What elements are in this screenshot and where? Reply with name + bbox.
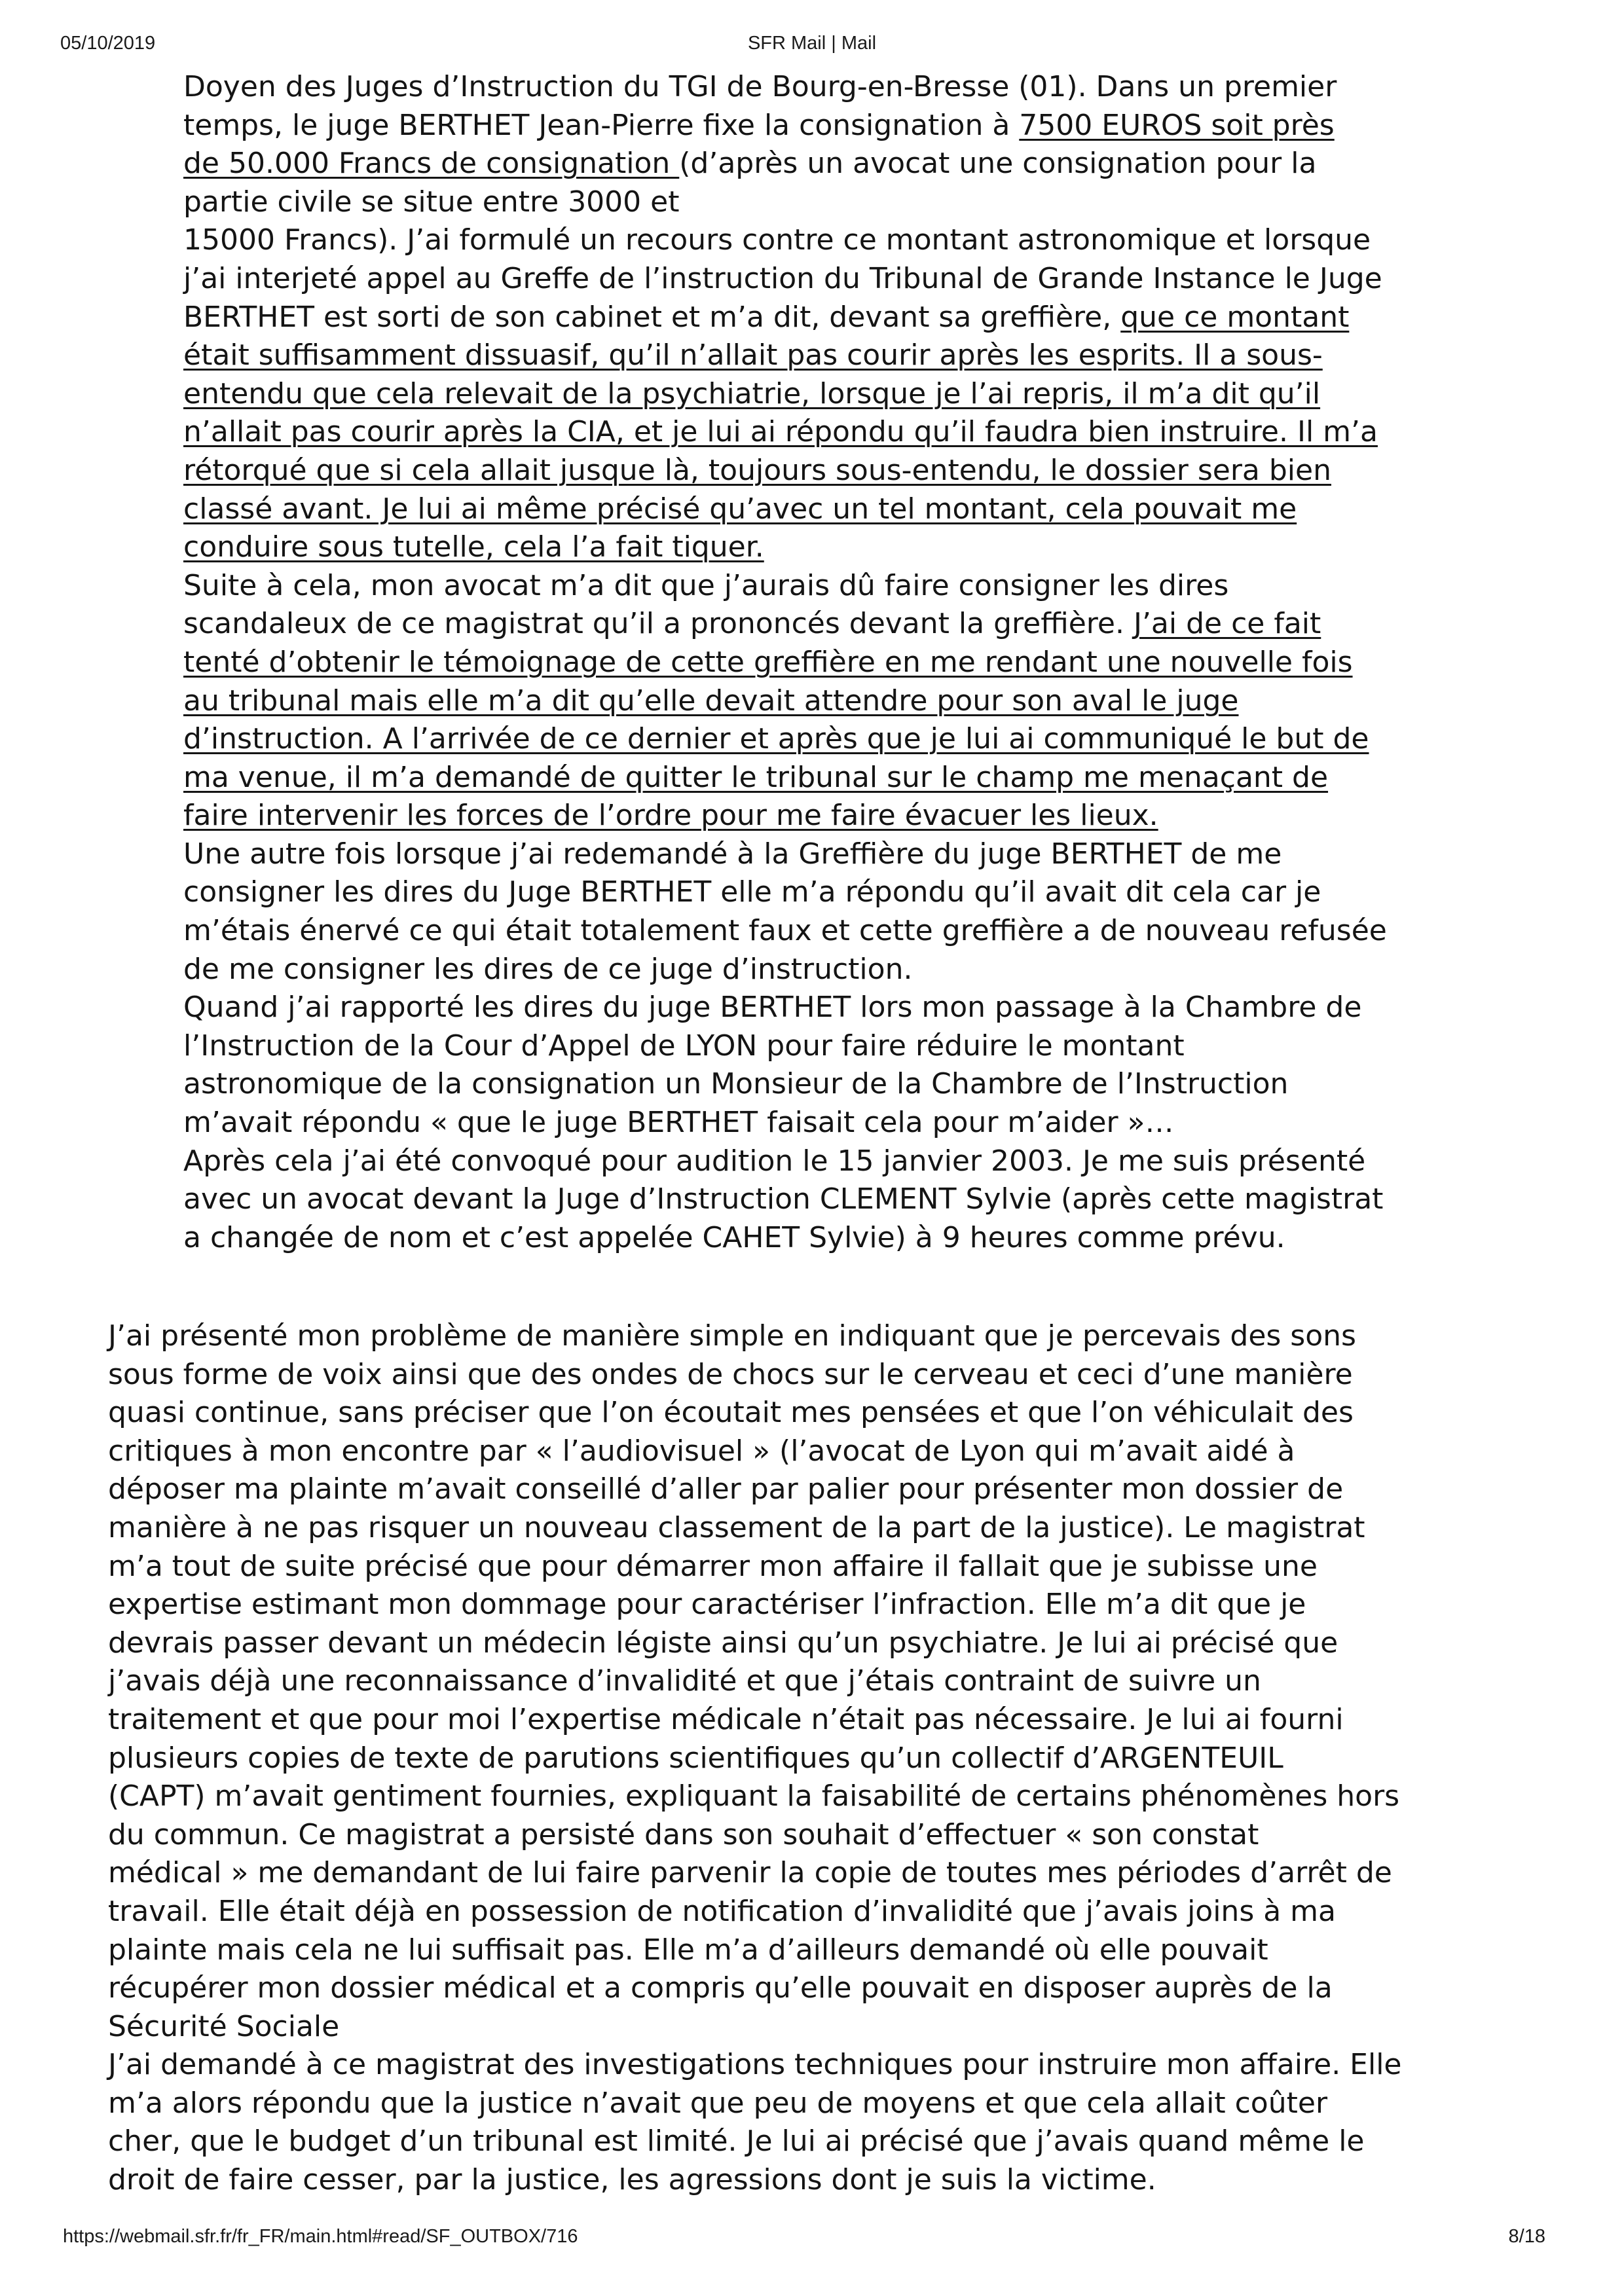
text-line: [108, 2046, 1470, 2085]
text-line: [183, 260, 1447, 299]
text-line: [183, 1065, 1447, 1104]
text-run: (d’après un avocat une consignation pour la: [679, 147, 1317, 181]
underlined-text: au tribunal mais elle m’a dit qu’elle devait attendre pour son aval le juge: [183, 683, 1239, 718]
body-section-1: [183, 68, 1447, 1257]
text-line: [108, 1432, 1470, 1471]
page-number: 8/18: [1508, 2226, 1545, 2247]
text-run: manière à ne pas risquer un nouveau classement de la part de la justice). Le magistrat: [108, 1510, 1365, 1544]
text-line: [183, 682, 1447, 721]
text-line: [183, 337, 1447, 375]
print-date: 05/10/2019: [60, 33, 156, 54]
text-line: [108, 1356, 1470, 1394]
page-header-title: SFR Mail | Mail: [747, 33, 877, 54]
text-run: droit de faire cesser, par la justice, les agressions dont je suis la victime.: [108, 2163, 1156, 2197]
underlined-text: tenté d’obtenir le témoignage de cette greffière en me rendant une nouvelle fois: [183, 645, 1353, 679]
text-run: devrais passer devant un médecin légiste ainsi qu’un psychiatre. Je lui ai précisé que: [108, 1626, 1338, 1660]
underlined-text: que ce montant: [1120, 300, 1350, 334]
text-run: a changée de nom et c’est appelée CAHET Sylvie) à 9 heures comme prévu.: [183, 1220, 1285, 1254]
text-run: critiques à mon encontre par « l’audiovisuel » (l’avocat de Lyon qui m’avait aidé à: [108, 1434, 1295, 1468]
text-run: avec un avocat devant la Juge d’Instruction CLEMENT Sylvie (après cette magistrat: [183, 1182, 1384, 1216]
text-line: [108, 1470, 1470, 1509]
text-line: [183, 1180, 1447, 1219]
text-line: [183, 644, 1447, 682]
text-run: Doyen des Juges d’Instruction du TGI de Bourg-en-Bresse (01). Dans un premier: [183, 70, 1337, 103]
text-run: temps, le juge BERTHET Jean-Pierre fixe la consignation à: [183, 108, 1020, 142]
text-line: [108, 1624, 1470, 1663]
text-line: [108, 1548, 1470, 1586]
text-run: Sécurité Sociale: [108, 2009, 340, 2043]
text-line: [108, 1586, 1470, 1624]
text-line: [183, 1027, 1447, 1066]
text-line: [108, 1854, 1470, 1893]
underlined-text: classé avant. Je lui ai même précisé qu’avec un tel montant, cela pouvait me: [183, 492, 1297, 526]
text-line: [183, 452, 1447, 490]
text-run: médical » me demandant de lui faire parvenir la copie de toutes mes périodes d’arrêt de: [108, 1856, 1392, 1890]
text-line: [108, 1816, 1470, 1855]
text-line: [183, 873, 1447, 912]
underlined-text: conduire sous tutelle, cela l’a fait tiquer.: [183, 530, 764, 564]
text-line: [183, 1219, 1447, 1258]
underlined-text: de 50.000 Francs de consignation: [183, 147, 680, 181]
text-line: [108, 1701, 1470, 1740]
text-line: [183, 528, 1447, 567]
underlined-text: ma venue, il m’a demandé de quitter le tribunal sur le champ me menaçant de: [183, 760, 1329, 794]
text-line: [183, 759, 1447, 797]
text-line: [108, 1662, 1470, 1701]
text-run: Suite à cela, mon avocat m’a dit que j’aurais dû faire consigner les dires: [183, 568, 1229, 602]
text-line: [108, 1740, 1470, 1778]
text-run: astronomique de la consignation un Monsieur de la Chambre de l’Instruction: [183, 1067, 1289, 1101]
text-line: [183, 68, 1447, 107]
text-run: cher, que le budget d’un tribunal est limité. Je lui ai précisé que j’avais quand même le: [108, 2124, 1365, 2159]
text-line: [183, 107, 1447, 145]
underlined-text: n’allait pas courir après la CIA, et je lui ai répondu qu’il faudra bien instruire. Il m’a: [183, 415, 1378, 449]
text-line: [183, 413, 1447, 452]
text-line: [108, 1777, 1470, 1816]
text-line: [108, 1509, 1470, 1548]
text-line: [108, 1931, 1470, 1970]
text-line: [183, 375, 1447, 414]
body-section-2: [108, 1317, 1470, 2200]
text-run: déposer ma plainte m’avait conseillé d’aller par palier pour présenter mon dossier de: [108, 1472, 1344, 1506]
text-line: [108, 1969, 1470, 2008]
text-run: sous forme de voix ainsi que des ondes de chocs sur le cerveau et ceci d’une manière: [108, 1357, 1353, 1391]
text-run: récupérer mon dossier médical et a compris qu’elle pouvait en disposer auprès de la: [108, 1971, 1333, 2005]
text-run: (CAPT) m’avait gentiment fournies, expliquant la faisabilité de certains phénomènes hors: [108, 1779, 1400, 1813]
text-run: j’avais déjà une reconnaissance d’invalidité et que j’étais contraint de suivre un: [108, 1664, 1261, 1698]
text-run: Quand j’ai rapporté les dires du juge BERTHET lors mon passage à la Chambre de: [183, 991, 1362, 1025]
text-run: quasi continue, sans préciser que l’on écoutait mes pensées et que l’on véhiculait des: [108, 1396, 1354, 1430]
text-run: plusieurs copies de texte de parutions scientifiques qu’un collectif d’ARGENTEUIL: [108, 1741, 1283, 1775]
text-line: [183, 605, 1447, 644]
text-run: Une autre fois lorsque j’ai redemandé à la Greffière du juge BERTHET de me: [183, 837, 1282, 871]
text-run: du commun. Ce magistrat a persisté dans son souhait d’effectuer « son constat: [108, 1817, 1259, 1851]
text-run: de me consigner les dires de ce juge d’instruction.: [183, 952, 913, 986]
underlined-text: rétorqué que si cela allait jusque là, toujours sous-entendu, le dossier sera bien: [183, 453, 1331, 487]
page-url: https://webmail.sfr.fr/fr_FR/main.html#read/SF_OUTBOX/716: [63, 2226, 578, 2247]
text-line: [108, 2008, 1470, 2047]
text-line: [108, 1394, 1470, 1432]
text-line: [108, 2123, 1470, 2161]
text-run: m’étais énervé ce qui était totalement faux et cette greffière a de nouveau refusée: [183, 914, 1387, 948]
text-line: [183, 835, 1447, 874]
text-run: m’a tout de suite précisé que pour démarrer mon affaire il fallait que je subisse une: [108, 1549, 1318, 1583]
underlined-text: J’ai de ce fait: [1133, 607, 1321, 641]
text-run: j’ai interjeté appel au Greffe de l’instruction du Tribunal de Grande Instance le Juge: [183, 261, 1382, 295]
text-run: traitement et que pour moi l’expertise médicale n’était pas nécessaire. Je lui ai fourni: [108, 1702, 1344, 1736]
text-line: [183, 299, 1447, 337]
text-line: [108, 1317, 1470, 1356]
underlined-text: d’instruction. A l’arrivée de ce dernier et après que je lui ai communiqué le but de: [183, 722, 1369, 756]
text-run: expertise estimant mon dommage pour caractériser l’infraction. Elle m’a dit que je: [108, 1588, 1306, 1622]
text-line: [183, 145, 1447, 183]
text-run: travail. Elle était déjà en possession de notification d’invalidité que j’avais joins à ma: [108, 1894, 1337, 1928]
text-run: m’avait répondu « que le juge BERTHET faisait cela pour m’aider »…: [183, 1106, 1174, 1140]
text-run: 15000 Francs). J’ai formulé un recours contre ce montant astronomique et lorsque: [183, 223, 1371, 257]
text-run: scandaleux de ce magistrat qu’il a prononcés devant la greffière.: [183, 607, 1134, 641]
text-run: consigner les dires du Juge BERTHET elle m’a répondu qu’il avait dit cela car je: [183, 875, 1321, 909]
underlined-text: était suffisamment dissuasif, qu’il n’allait pas courir après les esprits. Il a sous-: [183, 338, 1323, 373]
text-run: BERTHET est sorti de son cabinet et m’a dit, devant sa greffière,: [183, 300, 1121, 334]
underlined-text: 7500 EUROS soit près: [1019, 108, 1335, 142]
text-run: m’a alors répondu que la justice n’avait que peu de moyens et que cela allait coûter: [108, 2086, 1328, 2120]
underlined-text: entendu que cela relevait de la psychiatrie, lorsque je l’ai repris, il m’a dit qu’il: [183, 376, 1321, 410]
text-line: [108, 2085, 1470, 2123]
text-line: [183, 567, 1447, 606]
text-run: l’Instruction de la Cour d’Appel de LYON pour faire réduire le montant: [183, 1029, 1185, 1063]
text-line: [183, 720, 1447, 759]
text-line: [183, 989, 1447, 1027]
text-line: [108, 1893, 1470, 1931]
text-run: Après cela j’ai été convoqué pour audition le 15 janvier 2003. Je me suis présenté: [183, 1144, 1366, 1178]
text-run: J’ai présenté mon problème de manière simple en indiquant que je percevais des sons: [108, 1319, 1356, 1353]
text-line: [183, 1142, 1447, 1181]
text-run: plainte mais cela ne lui suffisait pas. Elle m’a d’ailleurs demandé où elle pouvait: [108, 1933, 1268, 1967]
text-line: [183, 912, 1447, 951]
text-line: [183, 490, 1447, 529]
text-line: [183, 183, 1447, 222]
text-line: [183, 1104, 1447, 1142]
text-line: [183, 797, 1447, 835]
text-run: partie civile se situe entre 3000 et: [183, 185, 680, 219]
text-run: J’ai demandé à ce magistrat des investigations techniques pour instruire mon affaire. Elle: [108, 2048, 1402, 2082]
underlined-text: faire intervenir les forces de l’ordre pour me faire évacuer les lieux.: [183, 799, 1158, 833]
text-line: [183, 221, 1447, 260]
text-line: [108, 2161, 1470, 2200]
text-line: [183, 951, 1447, 989]
